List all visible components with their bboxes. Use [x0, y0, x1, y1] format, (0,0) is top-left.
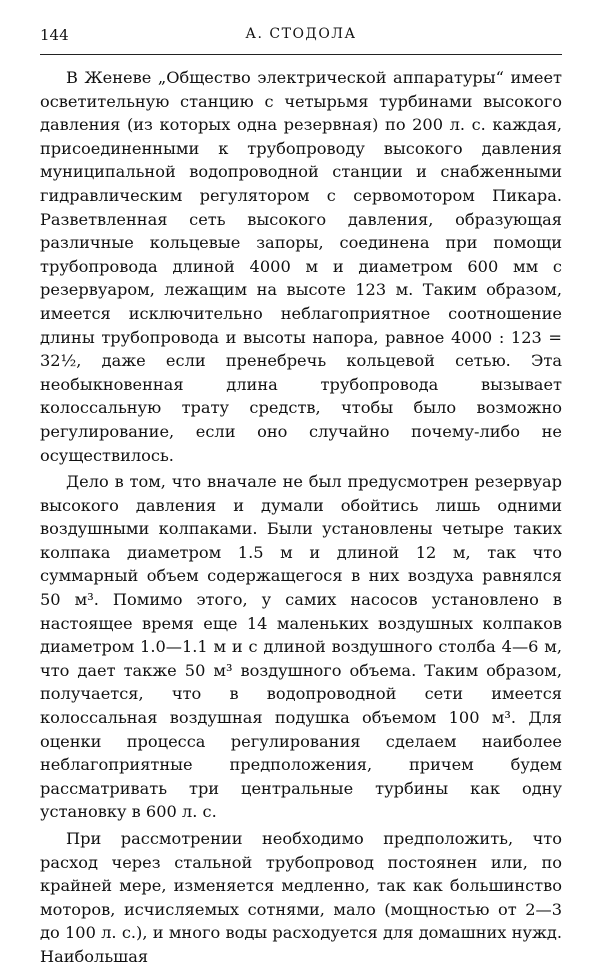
paragraph-1: В Женеве „Общество электрической аппаратуры“ имеет осветительную станцию с четырьмя турбинами высокого давления (из которых одна резервная) по 200 л. с. каждая, присоединенными к трубопроводу высокого давления муниципальной водопроводной станции и снабженными гидравлическим регулятором с сервомотором Пикара. Разветвленная сеть высокого давления, образующая различные кольцевые запоры, соединена при помощи трубопровода длиной 4000 м и диаметром 600 мм с резервуаром, лежащим на высоте 123 м. Таким образом, имеется исключительно неблагоприятное соотношение длины трубопровода и высоты напора, равное 4000 : 123 = 32½, даже если пренебречь кольцевой сетью. Эта необыкновенная длина трубопровода вызывает колоссальную трату средств, чтобы было возможно регулирование, если оно случайно почему-либо не осуществилось. [40, 68, 562, 465]
paragraph-2: Дело в том, что вначале не был предусмотрен резервуар высокого давления и думали обойтись лишь одними воздушными колпаками. Были установлены четыре таких колпака диаметром 1.5 м и длиной 12 м, так что суммарный объем содержащегося в них воздуха равнялся 50 м³. Помимо этого, у самих насосов установлено в настоящее время еще 14 маленьких воздушных колпаков диаметром 1.0—1.1 м и с длиной воздушного столба 4—6 м, что дает также 50 м³ воздушного объема. Таким образом, получается, что в водопроводной сети имеется колоссальная воздушная подушка объемом 100 м³. Для оценки процесса регулирования сделаем наиболее неблагоприятные предположения, причем будем рассматривать три центральные турбины как одну установку в 600 л. с. [40, 472, 562, 822]
running-head: А. СТОДОЛА [245, 26, 357, 42]
header-rule [40, 54, 562, 55]
body-text [40, 66, 562, 972]
paragraph-3: При рассмотрении необходимо предположить, что расход через стальной трубопровод постоянен или, по крайней мере, изменяется медленно, так как большинство моторов, исчисляемых сотнями, мало (мощностью от 2—3 до 100 л. с.), и много воды расходуется для домашних нужд. Наибольшая [40, 829, 562, 966]
page-number: 144 [40, 26, 69, 44]
page-header [40, 26, 562, 52]
